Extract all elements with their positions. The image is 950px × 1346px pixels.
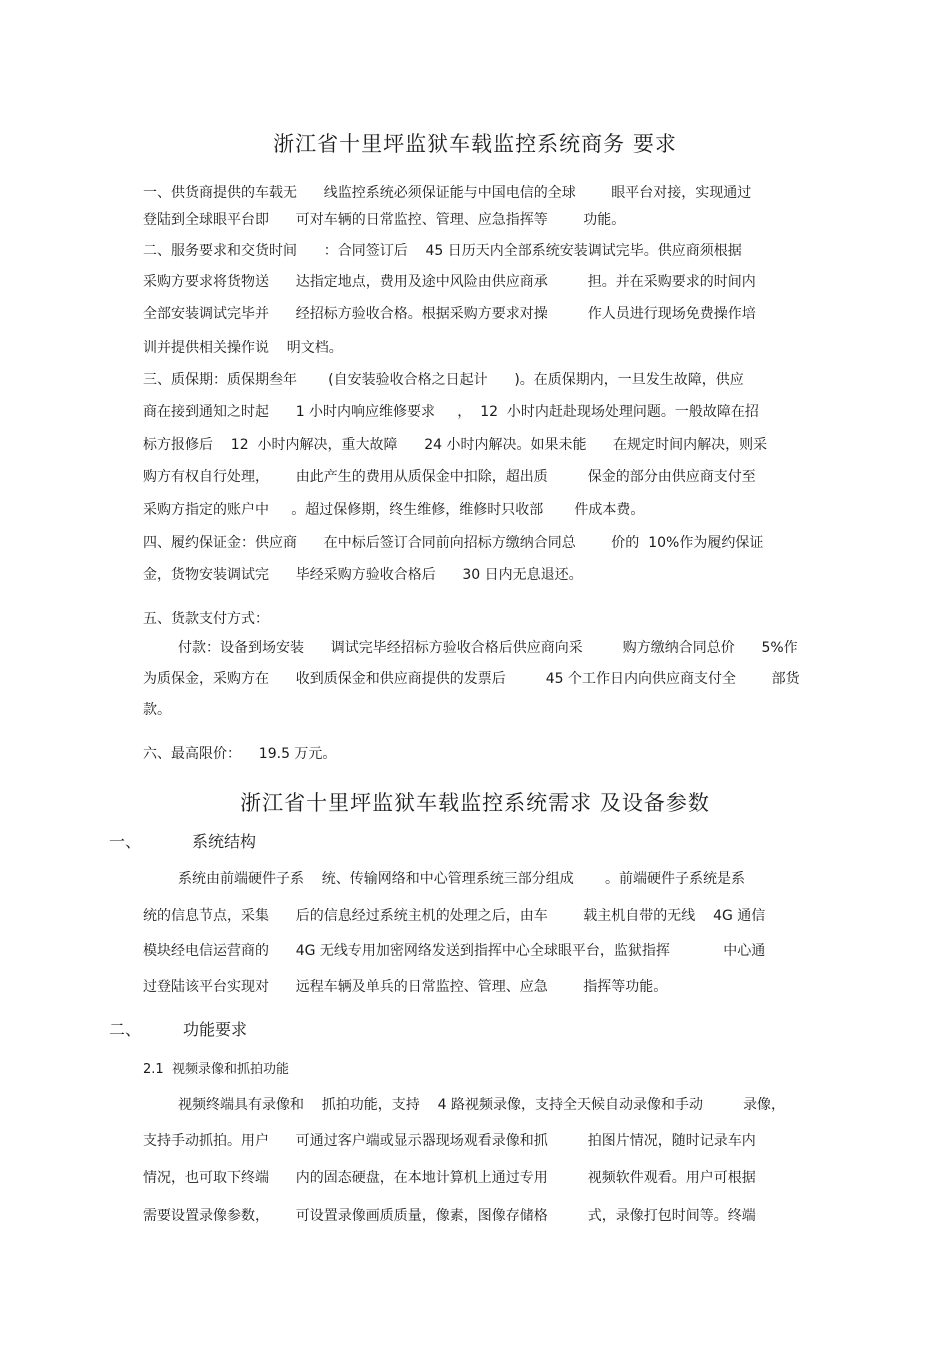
commerce-line: 金，货物安装调试完 毕经采购方验收合格后 30 日内无息退还。 (143, 567, 583, 583)
commerce-line: 训并提供相关操作说 明文档。 (143, 340, 343, 356)
section-title: 功能要求 (183, 1020, 248, 1039)
section-number: 二、 (109, 1020, 142, 1039)
commerce-line: 登陆到全球眼平台即 可对车辆的日常监控、管理、应急指挥等 功能。 (143, 212, 626, 228)
commerce-line: 商在接到通知之时起 1 小时内响应维修要求 ， 12 小时内赶赴现场处理问题。一般故障在招 (143, 404, 759, 420)
commerce-line: 采购方指定的账户中 。超过保修期，终生维修，维修时只收部 件成本费。 (143, 502, 645, 518)
requirements-title: 浙江省十里坪监狱车载监控系统需求 及设备参数 (240, 791, 710, 815)
structure-line: 模块经电信运营商的 4G 无线专用加密网络发送到指挥中心全球眼平台，监狱指挥 中心通 (143, 943, 766, 959)
commerce-line: 四、履约保证金：供应商 在中标后签订合同前向招标方缴纳合同总 价的 10%作为履约保证 (143, 535, 764, 551)
video-line: 支持手动抓拍。用户 可通过客户端或显示器现场观看录像和抓 拍图片情况，随时记录车内 (143, 1133, 756, 1149)
subsection-title: 2.1 视频录像和抓拍功能 (143, 1062, 289, 1077)
commerce-line: 购方有权自行处理， 由此产生的费用从质保金中扣除，超出质 保金的部分由供应商支付至 (143, 469, 756, 485)
video-line: 视频终端具有录像和 抓拍功能，支持 4 路视频录像，支持全天候自动录像和手动 录像， (178, 1097, 786, 1113)
structure-line: 统的信息节点，采集 后的信息经过系统主机的处理之后，由车 载主机自带的无线 4G 通信 (143, 908, 766, 924)
commerce-line: 标方报修后 12 小时内解决，重大故障 24 小时内解决。如果未能 在规定时间内解决，则采 (143, 437, 768, 453)
commerce-line: 全部安装调试完毕并 经招标方验收合格。根据采购方要求对操 作人员进行现场免费操作培 (143, 306, 756, 322)
payment-line: 款。 (143, 702, 171, 718)
max-price: 六、最高限价： 19.5 万元。 (143, 746, 337, 762)
commerce-line: 二、服务要求和交货时间 ：合同签订后 45 日历天内全部系统安装调试完毕。供应商须根据 (143, 243, 742, 259)
section-title: 系统结构 (192, 832, 257, 851)
payment-heading: 五、货款支付方式： (143, 611, 269, 627)
commerce-line: 采购方要求将货物送 达指定地点，费用及途中风险由供应商承 担。并在采购要求的时间内 (143, 274, 756, 290)
structure-line: 系统由前端硬件子系 统、传输网络和中心管理系统三部分组成 。前端硬件子系统是系 (178, 871, 745, 887)
commerce-title: 浙江省十里坪监狱车载监控系统商务 要求 (273, 132, 677, 156)
section-number: 一、 (109, 832, 142, 851)
commerce-line: 一、供货商提供的车载无 线监控系统必须保证能与中国电信的全球 眼平台对接，实现通过 (143, 185, 752, 201)
payment-line: 为质保金，采购方在 收到质保金和供应商提供的发票后 45 个工作日内向供应商支付全 部货 (143, 671, 800, 687)
commerce-line: 三、质保期：质保期叁年 (自安装验收合格之日起计 )。在质保期内，一旦发生故障，供应 (143, 372, 744, 388)
video-line: 情况，也可取下终端 内的固态硬盘，在本地计算机上通过专用 视频软件观看。用户可根据 (143, 1170, 756, 1186)
payment-line: 付款：设备到场安装 调试完毕经招标方验收合格后供应商向采 购方缴纳合同总价 5%作 (178, 640, 798, 656)
structure-line: 过登陆该平台实现对 远程车辆及单兵的日常监控、管理、应急 指挥等功能。 (143, 979, 668, 995)
video-line: 需要设置录像参数， 可设置录像画质质量，像素，图像存储格 式，录像打包时间等。终端 (143, 1208, 756, 1224)
